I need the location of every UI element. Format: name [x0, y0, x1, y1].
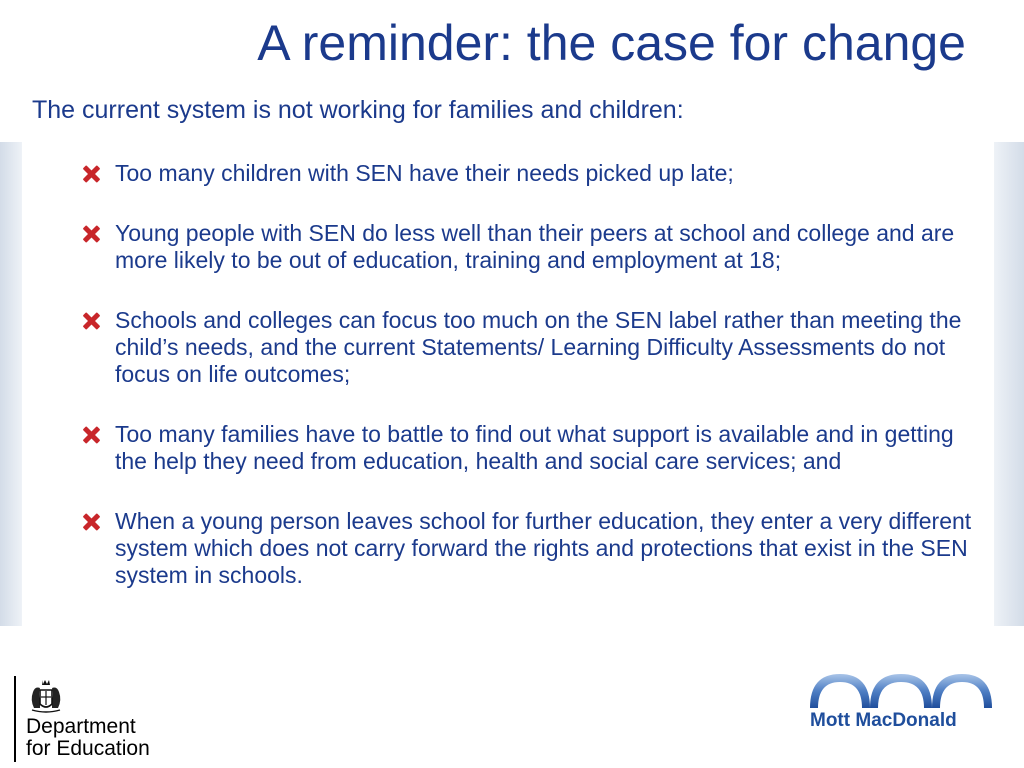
bullet-list — [80, 160, 984, 622]
bullet-text: Young people with SEN do less well than their peers at school and college and are more likely to be out of education, training and employment at 18; — [115, 220, 955, 273]
dfe-logo — [14, 676, 214, 762]
x-cross-icon — [82, 513, 100, 531]
bullet-item — [80, 307, 984, 388]
x-cross-icon — [82, 312, 100, 330]
x-cross-icon — [82, 165, 100, 183]
dfe-wordmark — [26, 716, 150, 760]
x-cross-icon — [82, 225, 100, 243]
slide-subtitle: The current system is not working for families and children: — [32, 96, 684, 124]
royal-crest-icon — [26, 678, 66, 714]
x-cross-icon — [82, 426, 100, 444]
bullet-text: When a young person leaves school for further education, they enter a very different system which does not carry forward the rights and protections that exist in the SEN system in schools. — [115, 508, 972, 588]
bullet-item — [80, 220, 984, 274]
mott-macdonald-wordmark: Mott MacDonald — [810, 710, 957, 731]
bullet-item — [80, 160, 984, 187]
mott-macdonald-logo — [806, 668, 996, 738]
bullet-text: Too many families have to battle to find out what support is available and in getting the help they need from education, health and social care services; and — [115, 421, 954, 474]
bullet-text: Too many children with SEN have their needs picked up late; — [115, 160, 734, 186]
arches-icon — [806, 668, 996, 710]
dfe-line-1: Department — [26, 715, 136, 738]
dfe-logo-rule — [14, 676, 16, 762]
bullet-item — [80, 421, 984, 475]
bullet-item — [80, 508, 984, 589]
dfe-line-2: for Education — [26, 737, 150, 760]
bullet-text: Schools and colleges can focus too much on the SEN label rather than meeting the child’s needs, and the current Statements/ Learning Difficulty Assessments do not focus on life outcomes; — [115, 307, 962, 387]
slide-title: A reminder: the case for change — [257, 15, 966, 71]
